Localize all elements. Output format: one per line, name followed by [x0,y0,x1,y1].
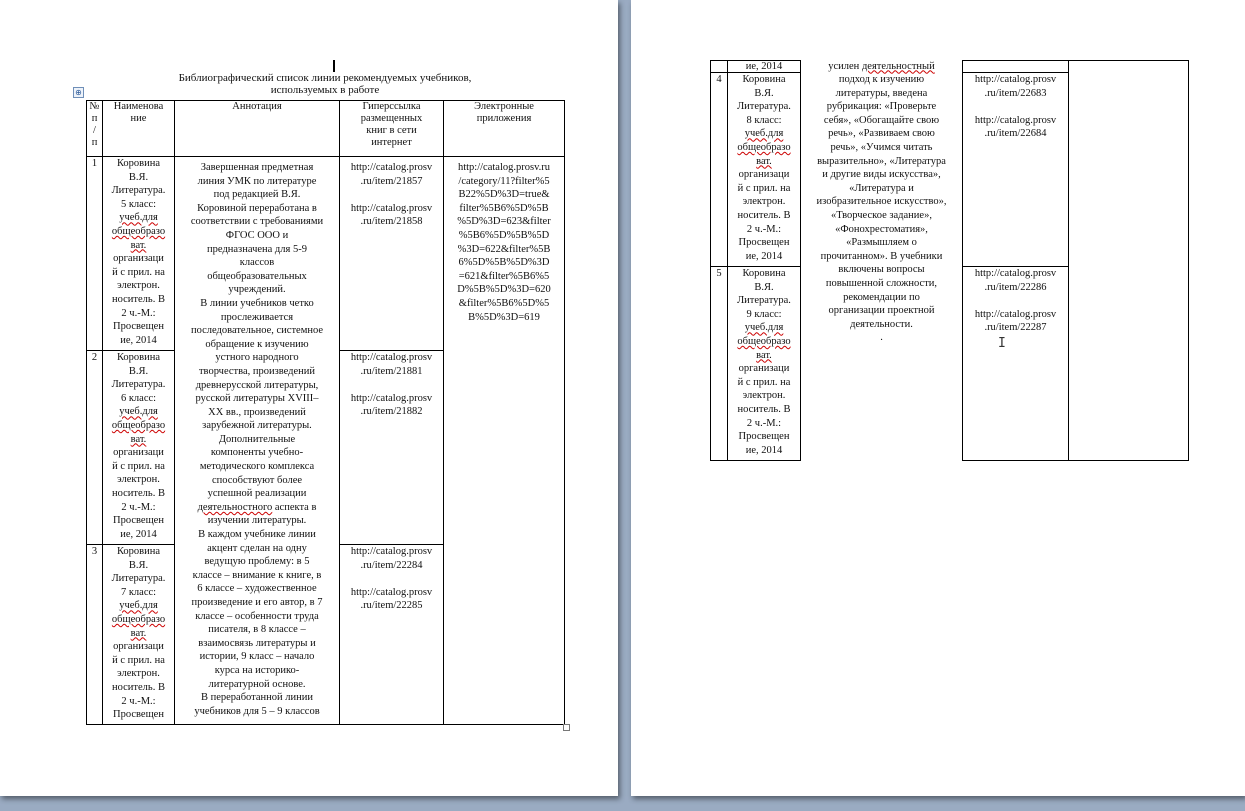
apps-cell[interactable]: http://catalog.prosv.ru /category/11?filter%5 B22%5D%3D=true& filter%5B6%5D%5B %5D%3D=623&filter %5B6%5D%5B%5D %3D=622&filter%5B 6%5D%5B%5D%3D =621&filter%5B6%5 D%5B%5D%3D=620 &filter%5B6%5D%5 B%5D%3D=619 [444,157,565,725]
name-part: Коровина В.Я. Литература. 8 класс: [737,74,791,126]
annotation-cell [801,61,963,461]
table-resize-handle[interactable] [563,724,570,731]
name-part: Коровина В.Я. Литература. 7 класс: [111,546,166,598]
title-line-1: Библиографический список линии рекомендуемых учебников, [178,72,472,84]
table-row [711,61,1189,73]
row-name-continued: ие, 2014 [728,61,801,73]
row-num: 4 [711,73,728,267]
row-name [103,157,175,351]
row-num: 5 [711,267,728,461]
row-num: 2 [87,351,103,545]
spell-underlined-text: учеб.для общеобразо ват. [111,212,166,251]
row-name [103,351,175,545]
name-part: Коровина В.Я. Литература. 5 класс: [111,158,166,210]
annotation-text [176,161,338,718]
annotation-part: изучении литературы. В каждом учебнике линии акцент сделан на одну ведущую проблему: в 5 классе – внимание к книге, в 6 классе – художественное произведение и его автор, в 7 классе – особенности труда писателя, в 8 классе – взаимосвязь литературы и истории, 9 класс – начало курса на историко- литературной основе. В переработанной линии учебников для 5 – 9 классов [191,515,323,717]
row-name [728,73,801,267]
row-num: 1 [87,157,103,351]
header-annotation: Аннотация [175,101,340,157]
row-links[interactable]: http://catalog.prosv .ru/item/21857 http://catalog.prosv .ru/item/21858 [340,157,444,351]
spell-underlined-text: учеб.для общеобразо ват. [111,600,166,639]
document-page-1 [0,0,618,796]
annotation-text [802,60,961,345]
document-page-2 [631,0,1245,796]
row-links [963,61,1069,73]
row-links[interactable]: http://catalog.prosv .ru/item/22286 http://catalog.prosv .ru/item/22287 [963,267,1069,461]
annotation-cell [175,157,340,725]
spell-underlined-text: деятельностного [197,501,273,513]
annotation-part: аспекта в [272,501,317,513]
header-name: Наименова ние [103,101,175,157]
header-link: Гиперссылка размещенных книг в сети интернет [340,101,444,157]
table-move-handle-icon[interactable]: ⊕ [73,87,84,98]
name-part: организаци й с прил. на электрон. носитель. В 2 ч.-М.: Просвещен ие, 2014 [737,363,791,456]
annotation-part: усилен [828,60,862,72]
name-part: организаци й с прил. на электрон. носитель. В 2 ч.-М.: Просвещен [112,641,165,721]
name-part: организаци й с прил. на электрон. носитель. В 2 ч.-М.: Просвещен ие, 2014 [112,447,165,540]
name-part: Коровина В.Я. Литература. 9 класс: [737,268,791,320]
text-cursor [333,60,335,72]
name-part: организаци й с прил. на электрон. носитель. В 2 ч.-М.: Просвещен ие, 2014 [112,253,165,346]
name-part: организаци й с прил. на электрон. носитель. В 2 ч.-М.: Просвещен ие, 2014 [737,169,791,262]
header-num: № п / п [87,101,103,157]
row-num: 3 [87,545,103,725]
row-links[interactable]: http://catalog.prosv .ru/item/21881 http://catalog.prosv .ru/item/21882 [340,351,444,545]
name-part: Коровина В.Я. Литература. 6 класс: [111,352,166,404]
textbook-table-continued [710,60,1189,461]
header-apps: Электронные приложения [444,101,565,157]
row-links[interactable]: http://catalog.prosv .ru/item/22284 http://catalog.prosv .ru/item/22285 [340,545,444,725]
annotation-part: Завершенная предметная линия УМК по литературе под редакцией В.Я. Коровиной переработана в соответствии с требованиями ФГОС ООО и предназначена для 5-9 классов общеобразовательных учреждений. В линии учебников четко прослеживается последовательное, системное обращение к изучению устного народного творчества, произведений древнерусской литературы, русской литературы XVIII– XX вв., произведений зарубежной литературы. Дополнительные компоненты учебно- методического комплекса способствуют более успешной реализации [190,162,324,500]
spell-underlined-text: учеб.для общеобразо ват. [737,128,791,167]
spell-underlined-text: учеб.для общеобразо ват. [737,322,791,361]
document-title [140,72,510,96]
table-row [87,157,565,351]
annotation-part: подход к изучению литературы, введена рубрикация: «Проверьте себя», «Обогащайте свою речь», «Развиваем свою речь», «Учимся читать выразительно», «Литература и другие виды искусства», «Литература и изобразительное искусство», «Творческое задание», «Фонохрестоматия», «Размышляем о прочитанном». В учебники включены вопросы повышенной сложности, рекомендации по организации проектной деятельности. . [816,74,947,344]
textbook-table [86,100,565,725]
row-num [711,61,728,73]
row-name [728,267,801,461]
row-name [103,545,175,725]
apps-cell [1069,61,1189,461]
row-links[interactable]: http://catalog.prosv .ru/item/22683 http://catalog.prosv .ru/item/22684 [963,73,1069,267]
text-ibeam-cursor-icon: I [998,336,1006,351]
table-header-row [87,101,565,157]
spell-underlined-text: деятельностный [861,60,935,72]
spell-underlined-text: учеб.для общеобразо ват. [111,406,166,445]
title-line-2: используемых в работе [270,84,380,96]
